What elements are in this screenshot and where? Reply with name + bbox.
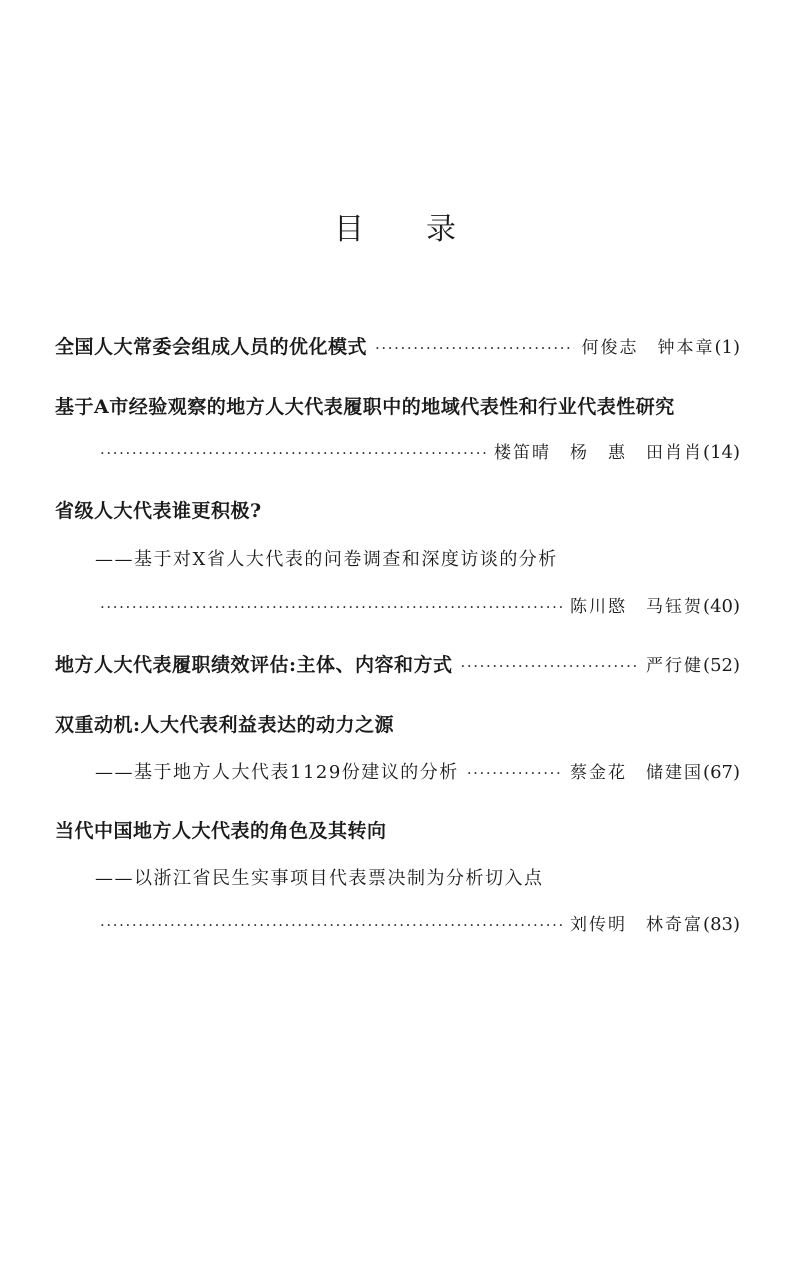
- dot-leader: [100, 444, 486, 462]
- entry-authors: 严行健: [646, 656, 704, 676]
- entry-title: 全国人大常委会组成人员的优化模式: [55, 336, 368, 358]
- entry-page-number: (52): [703, 655, 740, 676]
- entry-subtitle: ——基于对X省人大代表的问卷调查和深度访谈的分析: [95, 549, 558, 570]
- entry-title: 基于A市经验观察的地方人大代表履职中的地域代表性和行业代表性研究: [55, 396, 675, 418]
- dot-leader: [375, 339, 573, 357]
- dot-leader: [100, 916, 562, 934]
- toc-entry-3-subtitle: [95, 545, 740, 571]
- entry-title: 省级人大代表谁更积极?: [55, 500, 262, 522]
- entry-authors: 刘传明 林奇富: [570, 915, 704, 935]
- toc-entry-2[interactable]: [55, 392, 740, 419]
- entry-title: 当代中国地方人大代表的角色及其转向: [55, 820, 387, 842]
- toc-entry-6[interactable]: [55, 816, 740, 843]
- dot-leader: [467, 764, 562, 782]
- entry-subtitle: ——以浙江省民生实事项目代表票决制为分析切入点: [95, 868, 544, 889]
- toc-entry-4[interactable]: [55, 650, 740, 677]
- toc-entry-5-subtitle-line[interactable]: [95, 758, 740, 784]
- entry-page-number: (83): [703, 914, 740, 935]
- entry-subtitle: ——基于地方人大代表1129份建议的分析: [95, 762, 459, 783]
- toc-entry-1[interactable]: [55, 332, 740, 359]
- entry-authors: 蔡金花 储建国: [570, 763, 704, 783]
- entry-authors: 陈川愍 马钰贺: [570, 597, 704, 617]
- toc-entry-2-leader-line[interactable]: [100, 438, 740, 463]
- entry-title: 双重动机:人大代表利益表达的动力之源: [55, 714, 395, 736]
- dot-leader: [461, 657, 639, 675]
- dot-leader: [100, 598, 562, 616]
- toc-entry-3[interactable]: [55, 496, 740, 523]
- toc-entry-6-leader-line[interactable]: [100, 910, 740, 935]
- page-title: 目录: [334, 212, 518, 248]
- entry-title: 地方人大代表履职绩效评估:主体、内容和方式: [55, 654, 453, 676]
- entry-page-number: (14): [703, 442, 740, 463]
- entry-authors: 何俊志 钟本章: [581, 338, 715, 358]
- entry-page-number: (67): [703, 762, 740, 783]
- entry-page-number: (1): [714, 337, 740, 358]
- entry-page-number: (40): [703, 596, 740, 617]
- toc-entry-6-subtitle: [95, 864, 740, 890]
- toc-entry-3-leader-line[interactable]: [100, 592, 740, 617]
- toc-entry-5[interactable]: [55, 710, 740, 737]
- entry-authors: 楼笛晴 杨 惠 田肖肖: [494, 443, 704, 463]
